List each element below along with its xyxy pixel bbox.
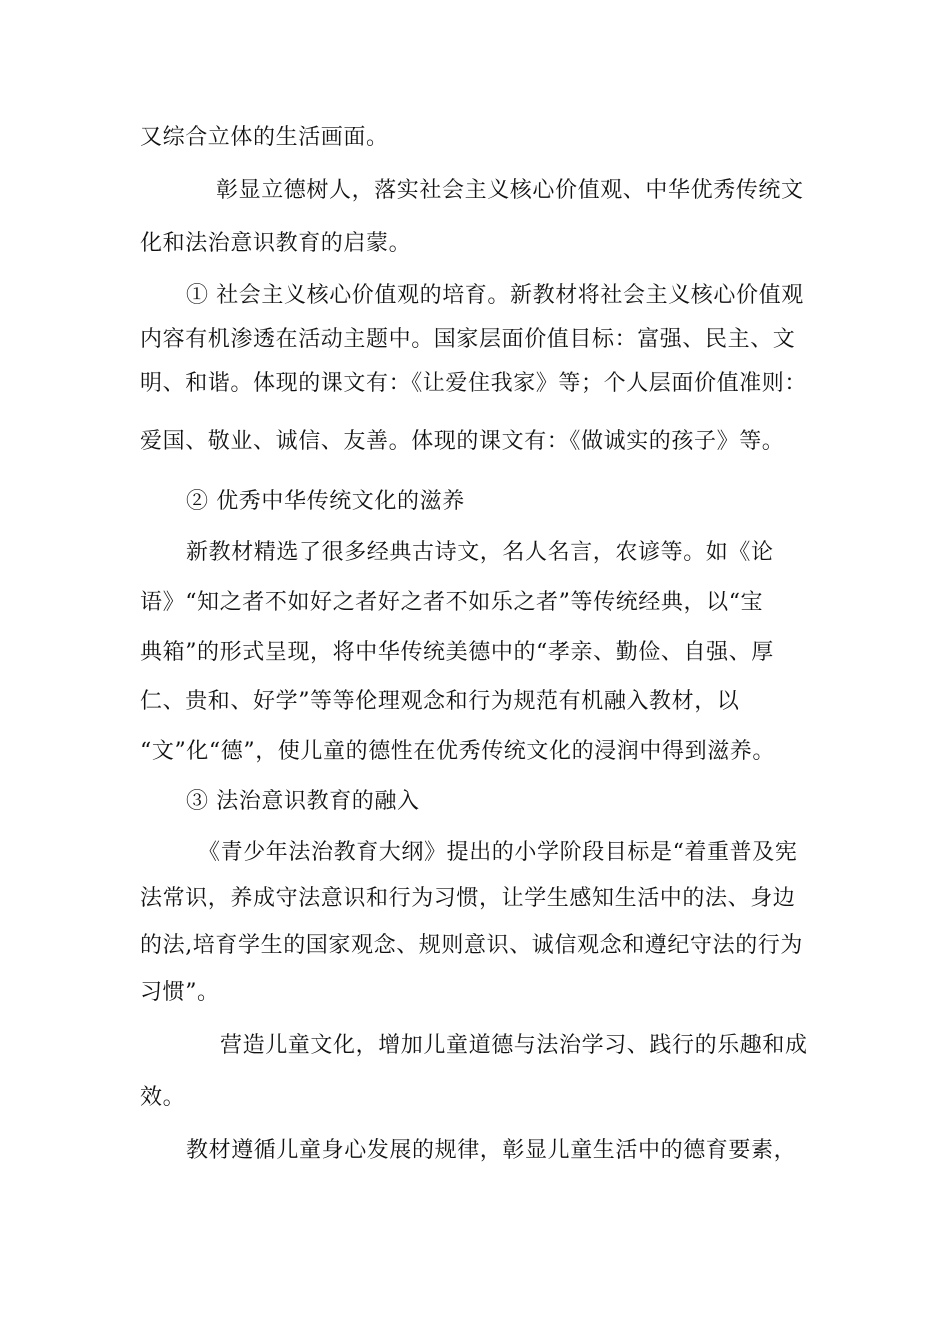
text-line: 明、和谐。体现的课文有：《让爱住我家》等；个人层面价值准则： [140,371,808,396]
text-line: 化和法治意识教育的启蒙。 [140,231,412,256]
text-line: 《青少年法治教育大纲》提出的小学阶段目标是“着重普及宪 [198,840,798,865]
text-line: 仁、贵和、好学”等等伦理观念和行为规范有机融入教材，以 [140,689,740,714]
numbered-item-line: ① 社会主义核心价值观的培育。新教材将社会主义核心价值观 [186,283,804,308]
numbered-item-line: ③ 法治意识教育的融入 [186,789,420,814]
numbered-item-line: ② 优秀中华传统文化的滋养 [186,489,465,514]
section-heading-line: 彰显立德树人，落实社会主义核心价值观、中华优秀传统文 [216,178,804,203]
text-line: 效。 [140,1085,186,1110]
text-line: 新教材精选了很多经典古诗文，名人名言，农谚等。如《论 [186,540,774,565]
text-line: 语》“知之者不如好之者好之者不如乐之者”等传统经典，以“宝 [140,590,764,615]
text-line: 习惯”。 [140,980,220,1005]
section-heading-line: 营造儿童文化，增加儿童道德与法治学习、践行的乐趣和成 [220,1033,808,1058]
text-line: 爱国、敬业、诚信、友善。体现的课文有：《做诚实的孩子》等。 [140,429,785,454]
text-line: 典箱”的形式呈现，将中华传统美德中的“孝亲、勤俭、自强、厚 [140,640,774,665]
text-line: 教材遵循儿童身心发展的规律，彰显儿童生活中的德育要素， [186,1138,797,1163]
text-line: 法常识，养成守法意识和行为习惯，让学生感知生活中的法、身边 [140,886,796,911]
text-line: 内容有机渗透在活动主题中。国家层面价值目标：富强、民主、文 [140,327,796,352]
text-line: 又综合立体的生活画面。 [140,125,389,150]
text-line: 的法,培育学生的国家观念、规则意识、诚信观念和遵纪守法的行为 [140,933,803,958]
text-line: “文”化“德”，使儿童的德性在优秀传统文化的浸润中得到滋养。 [140,739,775,764]
